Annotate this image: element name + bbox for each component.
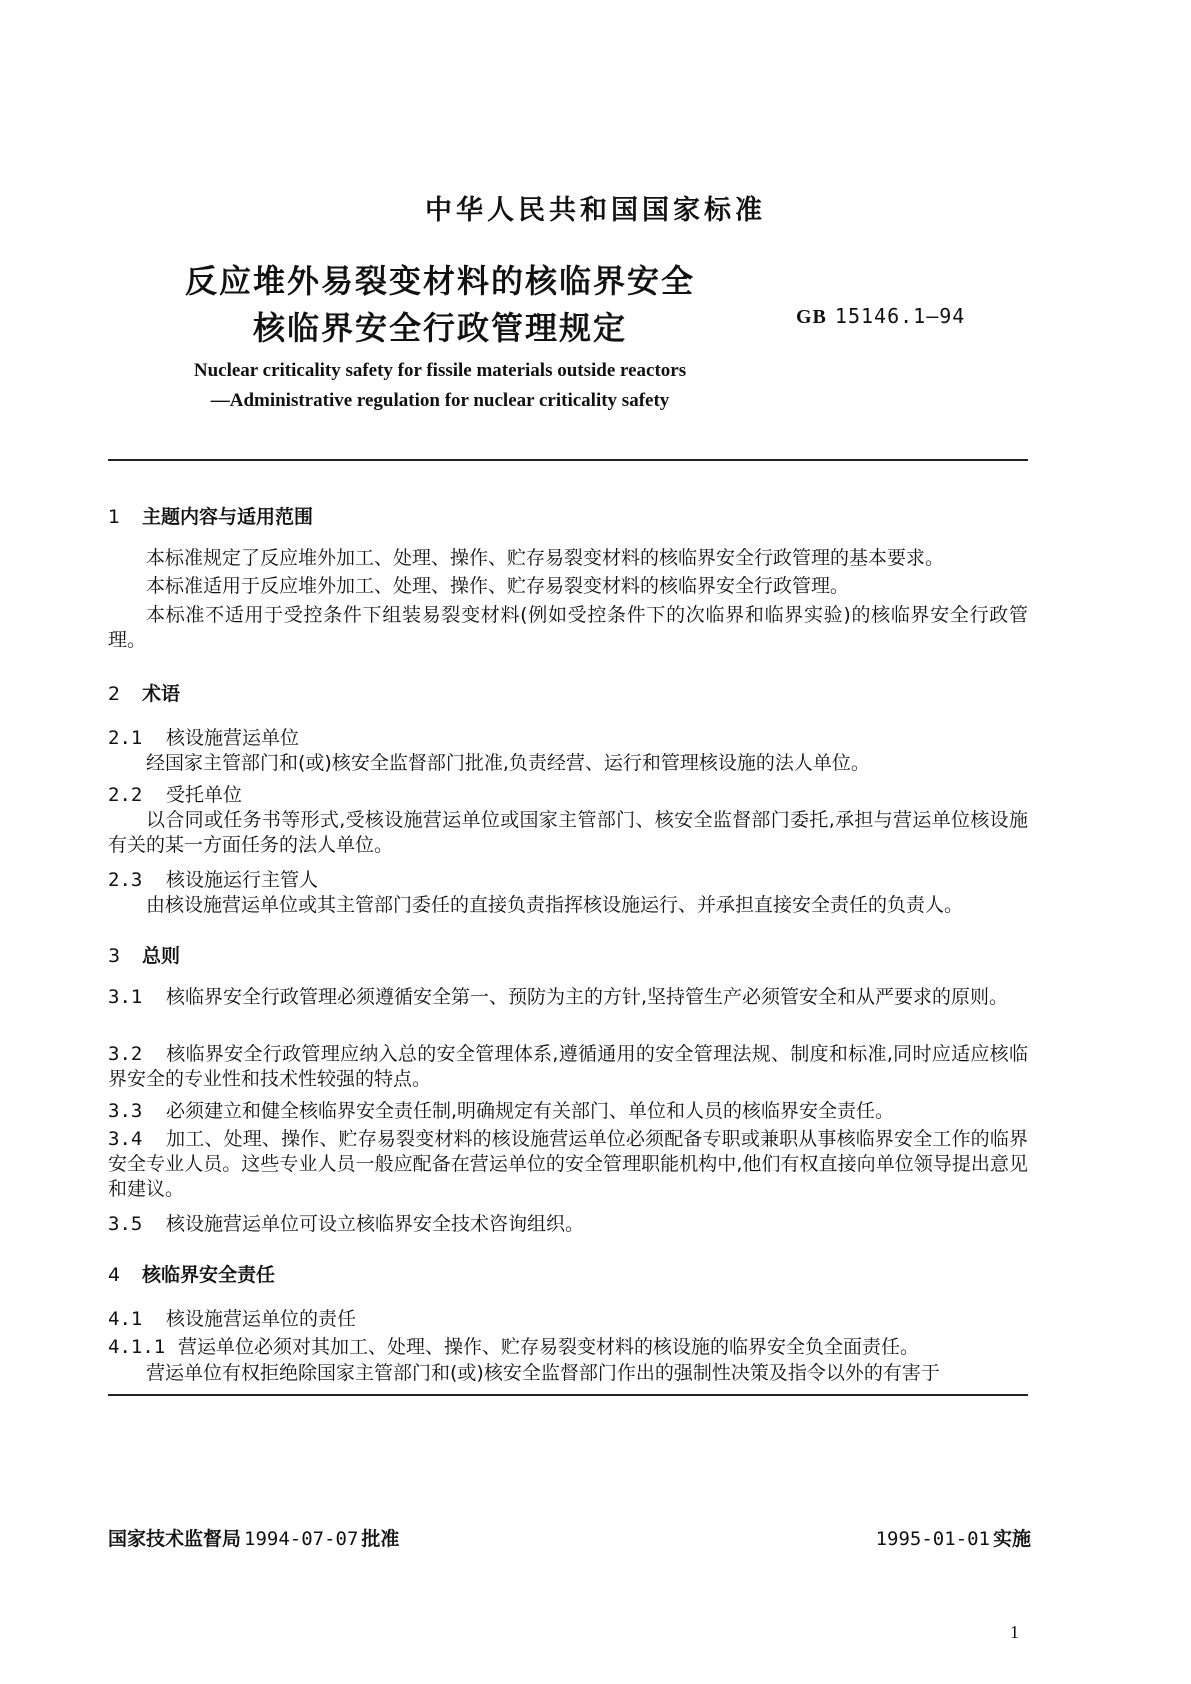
clause-3-2-text: 核临界安全行政管理应纳入总的安全管理体系,遵循通用的安全管理法规、制度和标准,同时应适应核临界安全的专业性和技术性较强的特点。 bbox=[108, 1043, 1028, 1090]
clause-3-1-number: 3.1 bbox=[108, 986, 143, 1008]
english-title-line-1: Nuclear criticality safety for fissile materials outside reactors bbox=[193, 360, 687, 381]
effective-line bbox=[876, 1524, 1031, 1551]
clause-4-1-1 bbox=[108, 1332, 1028, 1359]
standard-number bbox=[796, 304, 965, 329]
chinese-title-line-2: 核临界安全行政管理规定 bbox=[252, 309, 627, 347]
section-2-number: 2 bbox=[108, 683, 121, 705]
section-2-title: 术语 bbox=[142, 683, 181, 705]
approval-line bbox=[108, 1524, 399, 1551]
section-1-paragraph-1: 本标准规定了反应堆外加工、处理、操作、贮存易裂变材料的核临界安全行政管理的基本要求。 bbox=[146, 547, 945, 569]
clause-3-3 bbox=[108, 1099, 1028, 1124]
header-divider bbox=[108, 459, 1028, 461]
term-2-1-number: 2.1 bbox=[108, 727, 143, 749]
approval-authority: 国家技术监督局 bbox=[108, 1528, 242, 1550]
standard-prefix: GB bbox=[796, 306, 827, 328]
term-2-1-definition: 经国家主管部门和(或)核安全监督部门批准,负责经营、运行和管理核设施的法人单位。 bbox=[146, 752, 870, 774]
section-4-number: 4 bbox=[108, 1264, 121, 1286]
section-1-title: 主题内容与适用范围 bbox=[142, 506, 314, 528]
clause-3-5-text: 核设施营运单位可设立核临界安全技术咨询组织。 bbox=[166, 1213, 585, 1235]
section-3-title: 总则 bbox=[142, 945, 181, 967]
chinese-title-line-1: 反应堆外易裂变材料的核临界安全 bbox=[184, 262, 695, 300]
footer-divider bbox=[108, 1394, 1028, 1396]
section-4-heading bbox=[108, 1260, 275, 1287]
approval-date: 1994-07-07 bbox=[244, 1528, 359, 1550]
effective-label: 实施 bbox=[992, 1528, 1031, 1550]
section-1-heading bbox=[108, 502, 313, 529]
clause-4-1-title: 核设施营运单位的责任 bbox=[166, 1308, 357, 1330]
section-2-heading bbox=[108, 679, 180, 706]
section-3-heading bbox=[108, 941, 180, 968]
term-2-2-title: 受托单位 bbox=[166, 784, 243, 806]
clause-3-3-number: 3.3 bbox=[108, 1100, 143, 1122]
clause-3-2 bbox=[108, 1042, 1028, 1092]
term-2-3-number: 2.3 bbox=[108, 869, 143, 891]
clause-4-1-heading bbox=[108, 1304, 356, 1331]
standard-code: 15146.1—94 bbox=[834, 304, 966, 328]
clause-4-1-number: 4.1 bbox=[108, 1308, 143, 1330]
term-2-1-heading bbox=[108, 723, 299, 750]
term-2-3-definition: 由核设施营运单位或其主管部门委任的直接负责指挥核设施运行、并承担直接安全责任的负责人。 bbox=[146, 894, 964, 916]
clause-3-5 bbox=[108, 1212, 1028, 1237]
english-title-line-2: —Administrative regulation for nuclear criticality safety bbox=[210, 390, 670, 411]
page-number: 1 bbox=[1010, 1622, 1019, 1642]
clause-3-5-number: 3.5 bbox=[108, 1213, 143, 1235]
section-1-number: 1 bbox=[108, 506, 121, 528]
clause-3-1 bbox=[108, 985, 1028, 1010]
clause-4-1-1-text: 营运单位必须对其加工、处理、操作、贮存易裂变材料的核设施的临界安全负全面责任。 bbox=[178, 1336, 920, 1358]
term-2-2-number: 2.2 bbox=[108, 784, 143, 806]
clause-3-1-text: 核临界安全行政管理必须遵循安全第一、预防为主的方针,坚持管生产必须管安全和从严要求的原则。 bbox=[166, 986, 1009, 1008]
section-4-title: 核临界安全责任 bbox=[142, 1264, 276, 1286]
clause-3-4-text: 加工、处理、操作、贮存易裂变材料的核设施营运单位必须配备专职或兼职从事核临界安全工作的临界安全专业人员。这些专业人员一般应配备在营运单位的安全管理职能机构中,他们有权直接向单位领导提出意见和建议。 bbox=[108, 1128, 1028, 1200]
clause-3-4 bbox=[108, 1127, 1028, 1202]
section-1-paragraph-2: 本标准适用于反应堆外加工、处理、操作、贮存易裂变材料的核临界安全行政管理。 bbox=[146, 575, 850, 597]
section-3-number: 3 bbox=[108, 945, 121, 967]
term-2-2-heading bbox=[108, 780, 242, 807]
national-standard-heading: 中华人民共和国国家标准 bbox=[425, 195, 766, 226]
clause-4-1-1-number: 4.1.1 bbox=[108, 1336, 166, 1358]
term-2-3-heading bbox=[108, 865, 318, 892]
term-2-3-title: 核设施运行主管人 bbox=[166, 869, 319, 891]
term-2-1-title: 核设施营运单位 bbox=[166, 727, 300, 749]
term-2-2-definition: 以合同或任务书等形式,受核设施营运单位或国家主管部门、核安全监督部门委托,承担与营运单位核设施有关的某一方面任务的法人单位。 bbox=[108, 809, 1028, 856]
clause-3-3-text: 必须建立和健全核临界安全责任制,明确规定有关部门、单位和人员的核临界安全责任。 bbox=[166, 1100, 895, 1122]
clause-3-4-number: 3.4 bbox=[108, 1128, 143, 1150]
effective-date: 1995-01-01 bbox=[875, 1528, 990, 1550]
section-1-paragraph-3: 本标准不适用于受控条件下组装易裂变材料(例如受控条件下的次临界和临界实验)的核临界安全行政管理。 bbox=[108, 604, 1028, 651]
clause-4-1-1-continuation: 营运单位有权拒绝除国家主管部门和(或)核安全监督部门作出的强制性决策及指令以外的有害于 bbox=[146, 1362, 940, 1384]
approval-label: 批准 bbox=[361, 1528, 400, 1550]
clause-3-2-number: 3.2 bbox=[108, 1043, 143, 1065]
